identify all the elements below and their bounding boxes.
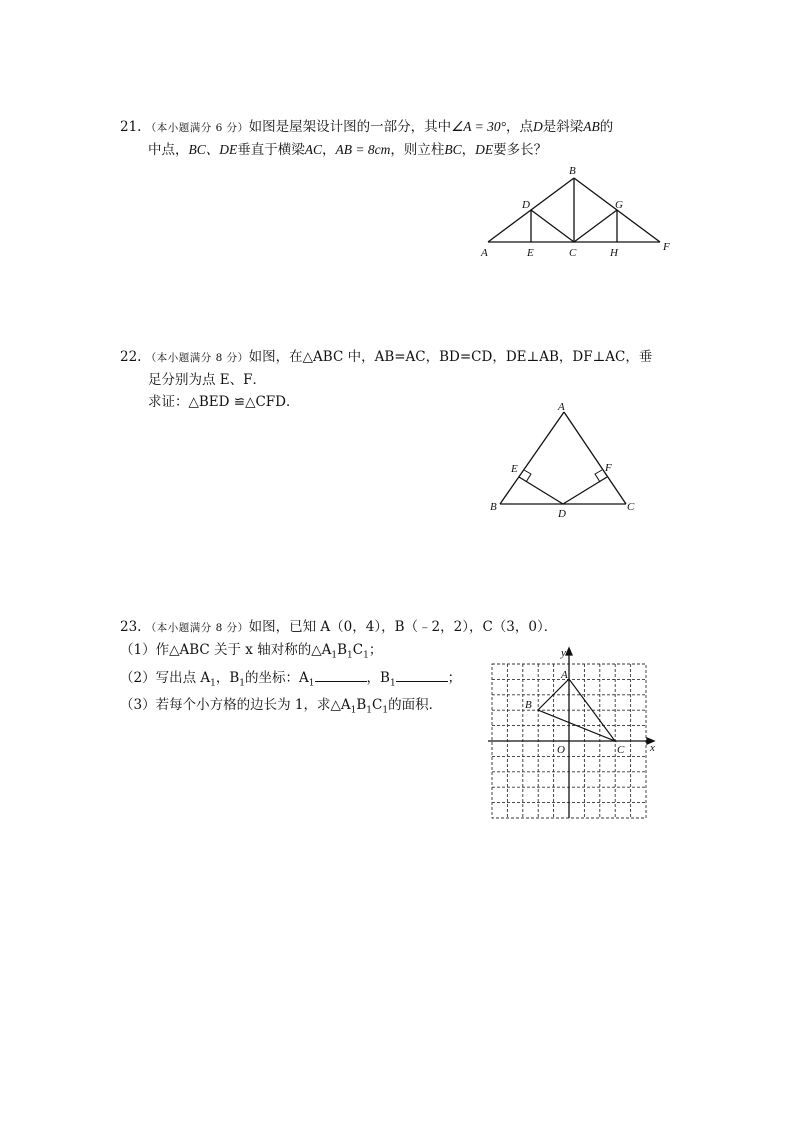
q23-sub2-i1: 1: [210, 678, 216, 689]
q21-ab-length: AB = 8cm: [335, 142, 391, 157]
q23-sub2-d: ，B: [366, 669, 390, 686]
q22-line-3: 求证：△BED ≌△CFD．: [148, 394, 300, 410]
q21-label-h: H: [610, 247, 618, 259]
question-21: [120, 116, 613, 161]
q21-bc-de: BC、DE: [188, 142, 238, 157]
q23-sub2-i3: 1: [308, 678, 315, 689]
q23-sub3-i3: 1: [382, 706, 389, 717]
answer-blank-a1[interactable]: [315, 667, 367, 682]
q21-line-2: [120, 139, 613, 161]
q23-sub3-a: （3）若每个小方格的边长为 1，求△A: [120, 697, 351, 714]
q21-text-2c: ，: [322, 142, 336, 158]
q22-line-2: 足分别为点 E、F．: [148, 372, 267, 388]
q22-label-f: F: [605, 462, 612, 474]
q21-angle: ∠A = 30°: [451, 119, 507, 134]
q23-sub3-c: C: [372, 697, 383, 714]
q21-point-d: D: [533, 119, 543, 134]
q22-label-c: C: [627, 501, 635, 513]
q23-points: （本小题满分 8 分）: [145, 622, 249, 634]
q23-sub1-i2: 1: [347, 650, 353, 661]
q23-sub1-c: C: [352, 642, 364, 658]
q21-number: 21.: [120, 119, 142, 135]
q21-text-1a: 如图是屋架设计图的一部分，其中: [248, 119, 452, 135]
q21-label-c: C: [569, 247, 577, 259]
q22-label-d: D: [558, 508, 566, 520]
q21-line-1: [120, 116, 613, 139]
q23-label-a: A: [561, 669, 568, 681]
q23-sub2-c: 的坐标：A: [245, 669, 309, 686]
q23-label-x: x: [650, 742, 655, 754]
q21-label-d: D: [522, 199, 530, 211]
q22-line-1: [120, 346, 652, 369]
q21-ac: AC: [304, 142, 323, 157]
q21-de: DE: [475, 142, 494, 157]
q21-text-1c: 是斜梁: [542, 119, 584, 135]
q21-text-1d: 的: [599, 119, 614, 135]
q23-label-b: B: [525, 699, 532, 711]
q21-text-2f: 要多长？: [493, 142, 548, 158]
q23-sub2-i4: 1: [389, 678, 396, 689]
q21-roof-truss-figure: [478, 162, 678, 262]
q23-sub3-d: 的面积．: [388, 697, 443, 714]
q21-label-e: E: [527, 247, 534, 259]
q23-sub3-b: B: [356, 697, 367, 714]
q23-sub2-i2: 1: [239, 678, 246, 689]
answer-blank-b1[interactable]: [396, 667, 448, 682]
q21-text-2a: 中点，: [148, 142, 189, 158]
q22-points: （本小题满分 8 分）: [145, 352, 249, 364]
q21-label-f: F: [663, 241, 670, 253]
q23-line-1: [120, 616, 557, 639]
q23-sub2-e: ；: [447, 669, 462, 686]
q21-bc: BC: [444, 142, 462, 157]
q23-sub1-b: B: [337, 642, 347, 658]
q21-points: （本小题满分 6 分）: [145, 122, 249, 134]
q22-label-b: B: [490, 501, 497, 513]
q23-sub1-i1: 1: [331, 650, 338, 661]
q21-text-1b: ，点: [506, 119, 534, 135]
q21-text-2d: ，则立柱: [390, 142, 445, 158]
q23-label-o: O: [557, 744, 565, 756]
q22-number: 22.: [120, 349, 142, 365]
q22-triangle-figure: [486, 400, 646, 520]
q21-text-2b: 垂直于横梁: [237, 142, 305, 158]
q23-number: 23.: [120, 619, 142, 635]
q23-sub1-i3: 1: [363, 650, 369, 661]
q22-label-a: A: [558, 401, 565, 413]
q23-coordinate-grid: [488, 646, 668, 826]
q23-sub2-a: （2）写出点 A: [120, 669, 211, 686]
q23-sub3-i2: 1: [366, 706, 372, 717]
q21-label-g: G: [615, 199, 623, 211]
q23-sub2-b: ，B: [215, 669, 240, 686]
q23-sub1-d: ；: [368, 642, 383, 658]
q21-text-2e: ，: [461, 142, 476, 158]
q22-label-e: E: [511, 463, 518, 475]
q21-beam: AB: [583, 119, 600, 134]
q23-sub3-i1: 1: [350, 706, 357, 717]
q23-sub1-a: （1）作△ABC 关于 x 轴对称的△A: [120, 642, 332, 658]
q22-text-1: 如图，在△ABC 中，AB=AC，BD=CD，DE⊥AB，DF⊥AC，垂: [248, 349, 653, 365]
q23-label-c: C: [617, 744, 625, 756]
q23-text-1: 如图，已知 A（0，4），B（﹣2，2），C（3，0）．: [248, 619, 558, 635]
q21-label-b: B: [569, 165, 576, 177]
q21-label-a: A: [481, 247, 488, 259]
q23-label-y: y: [561, 647, 566, 659]
